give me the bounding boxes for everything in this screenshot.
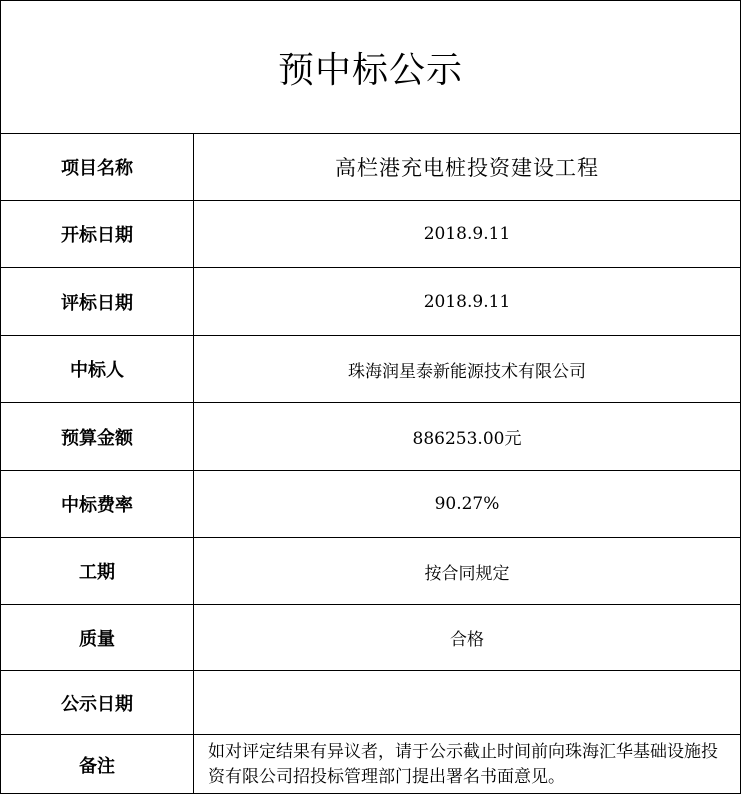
row-publicity-date bbox=[1, 671, 740, 735]
row-quality bbox=[1, 605, 740, 671]
row-label: 公示日期 bbox=[1, 671, 194, 734]
row-remarks bbox=[1, 735, 740, 794]
row-value bbox=[194, 671, 740, 734]
row-label: 质量 bbox=[1, 605, 194, 670]
row-label: 预算金额 bbox=[1, 403, 194, 470]
row-value: 886253.00元 bbox=[412, 429, 522, 449]
row-label: 项目名称 bbox=[1, 134, 194, 200]
row-value: 合格 bbox=[450, 630, 484, 650]
row-label: 开标日期 bbox=[1, 201, 194, 267]
row-label: 中标费率 bbox=[1, 471, 194, 537]
row-budget-amount bbox=[1, 403, 740, 471]
row-value: 高栏港充电桩投资建设工程 bbox=[335, 156, 599, 180]
row-value: 珠海润星泰新能源技术有限公司 bbox=[348, 361, 586, 382]
row-label: 评标日期 bbox=[1, 268, 194, 335]
row-value: 2018.9.11 bbox=[423, 291, 511, 312]
row-evaluation-date bbox=[1, 268, 740, 336]
row-label: 工期 bbox=[1, 538, 194, 604]
row-duration bbox=[1, 538, 740, 605]
row-project-name bbox=[1, 134, 740, 201]
row-value: 如对评定结果有异议者，请于公示截止时间前向珠海汇华基础设施投资有限公司招投标管理部门提出署名书面意见。 bbox=[208, 741, 718, 787]
row-winning-bidder bbox=[1, 336, 740, 403]
row-bid-rate bbox=[1, 471, 740, 538]
row-bid-opening-date bbox=[1, 201, 740, 268]
page-title: 预中标公示 bbox=[277, 49, 463, 91]
row-label: 备注 bbox=[1, 735, 194, 794]
row-value: 90.27% bbox=[434, 494, 500, 514]
title-row bbox=[1, 1, 740, 134]
row-label: 中标人 bbox=[1, 336, 194, 402]
row-value: 按合同规定 bbox=[424, 563, 510, 584]
row-value: 2018.9.11 bbox=[423, 224, 511, 244]
